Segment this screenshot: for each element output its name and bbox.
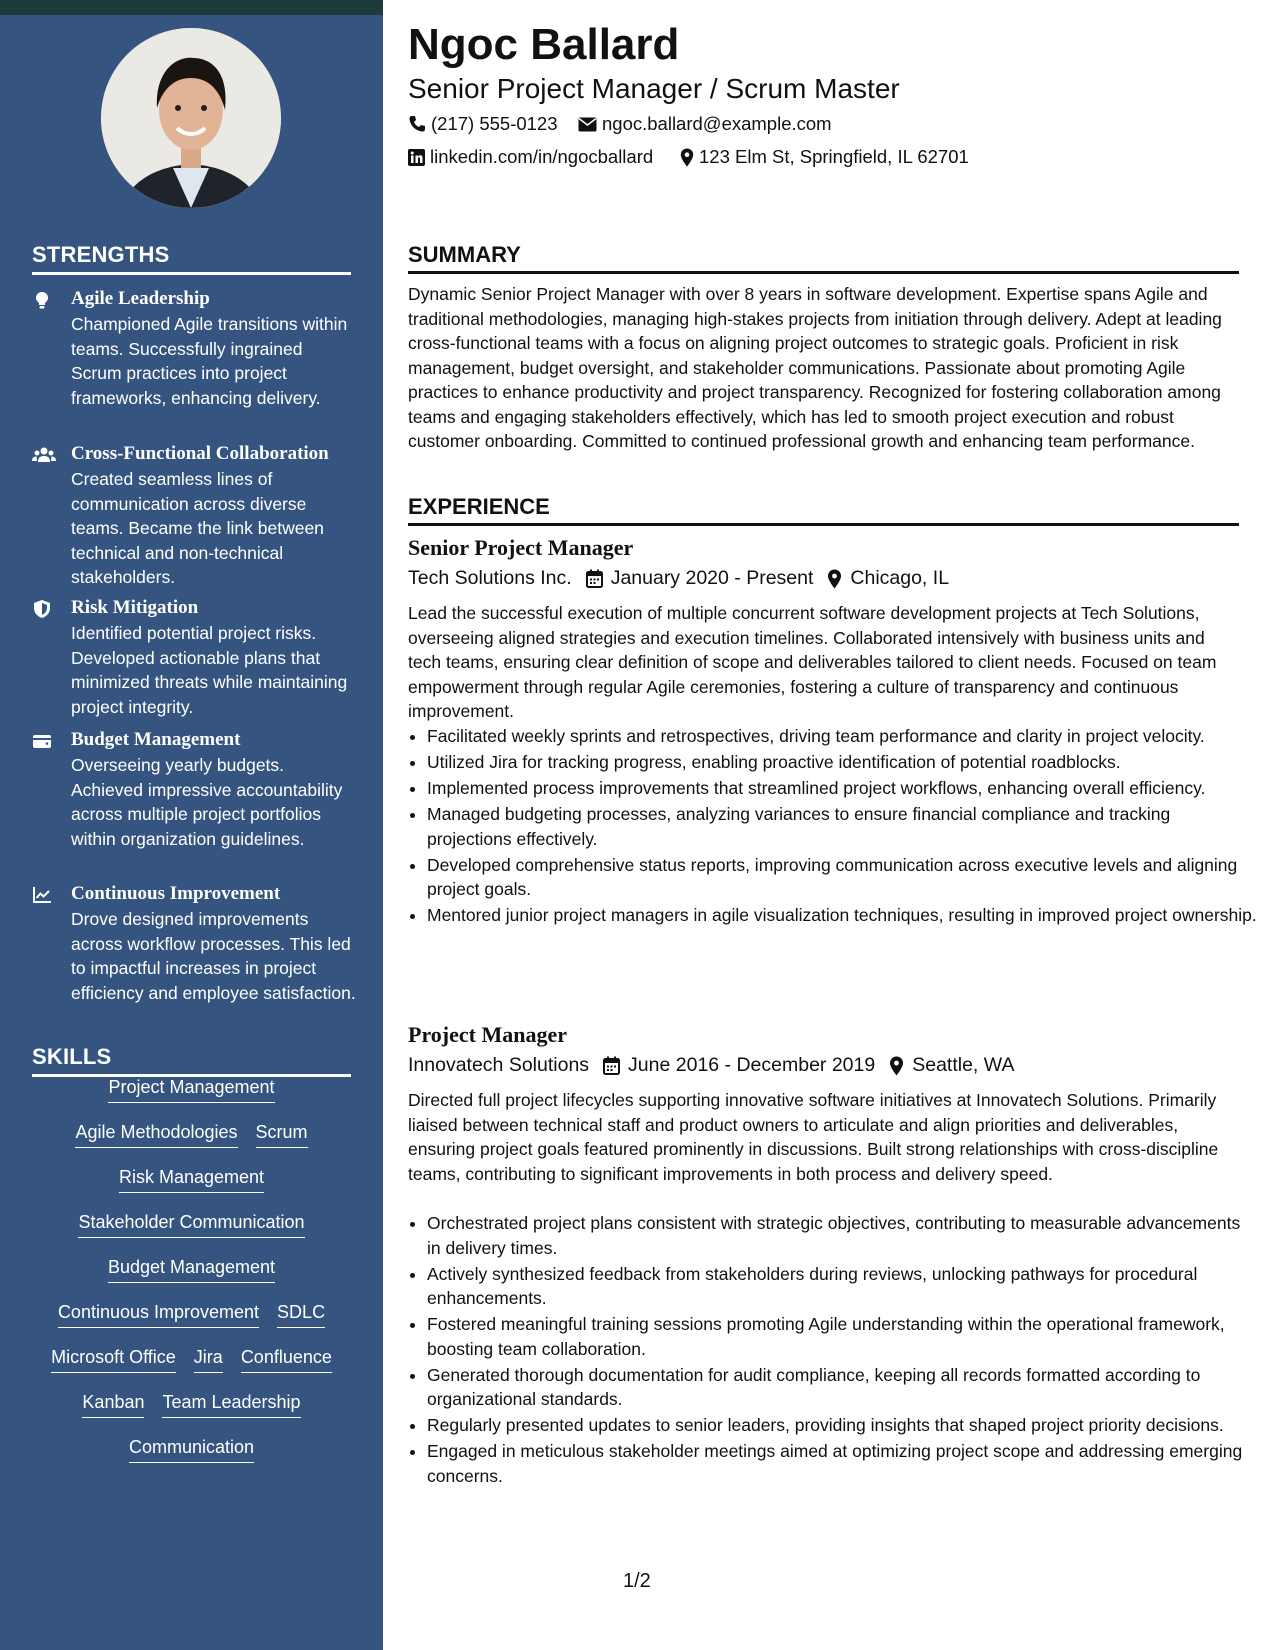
skill-tag: Microsoft Office bbox=[51, 1347, 176, 1373]
job-bullets bbox=[408, 724, 1257, 929]
skill-tag: Continuous Improvement bbox=[58, 1302, 259, 1328]
skill-tag: SDLC bbox=[277, 1302, 325, 1328]
skill-tag: Budget Management bbox=[108, 1257, 275, 1283]
skill-tag: Confluence bbox=[241, 1347, 332, 1373]
skill-tag: Team Leadership bbox=[162, 1392, 300, 1418]
skill-tag: Risk Management bbox=[119, 1167, 264, 1193]
address-text: 123 Elm St, Springfield, IL 62701 bbox=[699, 146, 969, 167]
avatar bbox=[101, 28, 281, 208]
candidate-name: Ngoc Ballard bbox=[408, 20, 680, 69]
job-meta bbox=[408, 1054, 1014, 1077]
job-role: Senior Project Manager bbox=[408, 535, 634, 560]
job-bullet: • Managed budgeting processes, analyzing variances to ensure financial compliance and tracking projections effectively. bbox=[427, 802, 1257, 851]
job-bullet: • Engaged in meticulous stakeholder meetings aimed at optimizing project scope and addressing emerging concerns. bbox=[427, 1439, 1257, 1488]
job-description: Directed full project lifecycles supporting innovative software initiatives at Innovatech Solutions. Primarily liaised between technical staff and product owners to articulate and align priorities and deliverables, ensuring project goals featured prominently in discussions. Built strong relationships with cross-discipline teams, contributing to significant improvements in both process and delivery speed. bbox=[408, 1090, 1219, 1184]
candidate-title: Senior Project Manager / Scrum Master bbox=[408, 73, 900, 104]
strength-description: Created seamless lines of communication across diverse teams. Became the link between technical and non-technical stakeholders. bbox=[71, 469, 324, 587]
linkedin-icon bbox=[408, 149, 425, 166]
phone-text: (217) 555-0123 bbox=[431, 113, 558, 134]
job-bullet: • Orchestrated project plans consistent with strategic objectives, contributing to measurable advancements in delivery times. bbox=[427, 1211, 1257, 1260]
summary-rule bbox=[408, 271, 1239, 274]
job-role: Project Manager bbox=[408, 1022, 568, 1047]
experience-title: EXPERIENCE bbox=[408, 494, 550, 519]
summary-title: SUMMARY bbox=[408, 242, 521, 267]
profile-photo bbox=[101, 28, 281, 208]
experience-rule bbox=[408, 523, 1239, 526]
envelope-icon bbox=[578, 117, 597, 132]
map-pin-icon bbox=[889, 1056, 904, 1076]
job-bullet: • Developed comprehensive status reports, improving communication across executive levels and aligning project goals. bbox=[427, 853, 1257, 902]
job-bullet: • Mentored junior project managers in agile visualization techniques, resulting in improved project ownership. bbox=[427, 903, 1257, 928]
skill-tag: Project Management bbox=[108, 1077, 274, 1103]
summary-text: Dynamic Senior Project Manager with over 8 years in software development. Expertise spans Agile and traditional methodologies, managing high-stakes projects from initiation through delivery. Adept at leading cross-functional teams with a focus on aligning project outcomes to strategic goals. Proficient in risk management, budget oversight, and stakeholder communications. Passionate about promoting Agile practices to enhance productivity and project transparency. Recognized for fostering collaboration among teams and engaging stakeholders effectively, which has led to smooth project execution and robust customer onboarding. Committed to continued professional growth and enhancing team performance. bbox=[408, 284, 1222, 451]
skill-tag: Kanban bbox=[82, 1392, 144, 1418]
calendar-icon bbox=[603, 1056, 620, 1075]
skill-tag: Agile Methodologies bbox=[75, 1122, 237, 1148]
strength-description: Championed Agile transitions within teams. Successfully ingrained Scrum practices into project frameworks, enhancing delivery. bbox=[71, 314, 348, 408]
job-bullet: • Regularly presented updates to senior leaders, providing insights that shaped project priority decisions. bbox=[427, 1413, 1257, 1438]
strength-title: Cross-Functional Collaboration bbox=[71, 443, 329, 464]
strength-description: Drove designed improvements across workflow processes. This led to impactful increases in project efficiency and employee satisfaction. bbox=[71, 909, 356, 1003]
phone-icon bbox=[408, 115, 426, 133]
job-dates: June 2016 - December 2019 bbox=[628, 1054, 876, 1076]
job-bullets bbox=[408, 1211, 1257, 1490]
address-contact bbox=[680, 146, 969, 168]
phone-contact[interactable] bbox=[408, 113, 558, 135]
users-icon bbox=[32, 445, 54, 467]
job-location: Seattle, WA bbox=[912, 1054, 1015, 1076]
linkedin-text: linkedin.com/in/ngocballard bbox=[430, 146, 654, 167]
skill-tag: Stakeholder Communication bbox=[78, 1212, 304, 1238]
map-pin-icon bbox=[680, 148, 694, 167]
strength-title: Budget Management bbox=[71, 729, 241, 750]
chart-line-icon bbox=[32, 885, 54, 907]
email-text: ngoc.ballard@example.com bbox=[602, 113, 832, 134]
job-meta bbox=[408, 567, 949, 590]
skill-tag: Scrum bbox=[256, 1122, 308, 1148]
job-bullet: • Fostered meaningful training sessions promoting Agile understanding within the operational framework, boosting team collaboration. bbox=[427, 1312, 1257, 1361]
job-company: Innovatech Solutions bbox=[408, 1054, 590, 1076]
linkedin-contact[interactable] bbox=[408, 146, 653, 168]
strength-title: Agile Leadership bbox=[71, 288, 210, 309]
calendar-icon bbox=[586, 569, 603, 588]
job-location: Chicago, IL bbox=[850, 567, 950, 589]
job-description: Lead the successful execution of multiple concurrent software development projects at Tech Solutions, overseeing aligned strategies and execution timelines. Collaborated intensively with business units and tech teams, ensuring clear definition of scope and deliverables tailored to client needs. Focused on team empowerment through regular Agile ceremonies, fostering a culture of transparency and continuous improvement. bbox=[408, 603, 1217, 721]
lightbulb-icon bbox=[32, 290, 54, 312]
skills-list bbox=[32, 1077, 351, 1482]
strength-description: Overseeing yearly budgets. Achieved impressive accountability across multiple project portfolios within organization guidelines. bbox=[71, 755, 343, 849]
strengths-title: STRENGTHS bbox=[32, 242, 170, 267]
page-number: 1/2 bbox=[623, 1570, 651, 1592]
email-contact[interactable] bbox=[578, 113, 832, 135]
skill-tag: Jira bbox=[194, 1347, 223, 1373]
strength-description: Identified potential project risks. Developed actionable plans that minimized threats while maintaining project integrity. bbox=[71, 623, 348, 717]
strength-title: Continuous Improvement bbox=[71, 883, 281, 904]
skills-title: SKILLS bbox=[32, 1044, 112, 1069]
sidebar bbox=[0, 15, 383, 1650]
skill-tag: Communication bbox=[129, 1437, 254, 1463]
sidebar-top-accent bbox=[0, 0, 383, 15]
wallet-icon bbox=[32, 731, 54, 753]
job-dates: January 2020 - Present bbox=[610, 567, 814, 589]
job-company: Tech Solutions Inc. bbox=[408, 567, 572, 589]
job-bullet: • Implemented process improvements that streamlined project workflows, enhancing overall efficiency. bbox=[427, 776, 1257, 801]
strength-title: Risk Mitigation bbox=[71, 597, 199, 618]
map-pin-icon bbox=[827, 569, 842, 589]
job-bullet: • Facilitated weekly sprints and retrospectives, driving team performance and clarity in project velocity. bbox=[427, 724, 1257, 749]
job-bullet: • Actively synthesized feedback from stakeholders during reviews, unlocking pathways for procedural enhancements. bbox=[427, 1262, 1257, 1311]
shield-icon bbox=[32, 599, 54, 621]
strengths-rule bbox=[32, 272, 351, 275]
job-bullet: • Utilized Jira for tracking progress, enabling proactive identification of potential roadblocks. bbox=[427, 750, 1257, 775]
job-bullet: • Generated thorough documentation for audit compliance, keeping all records formatted according to organizational standards. bbox=[427, 1363, 1257, 1412]
